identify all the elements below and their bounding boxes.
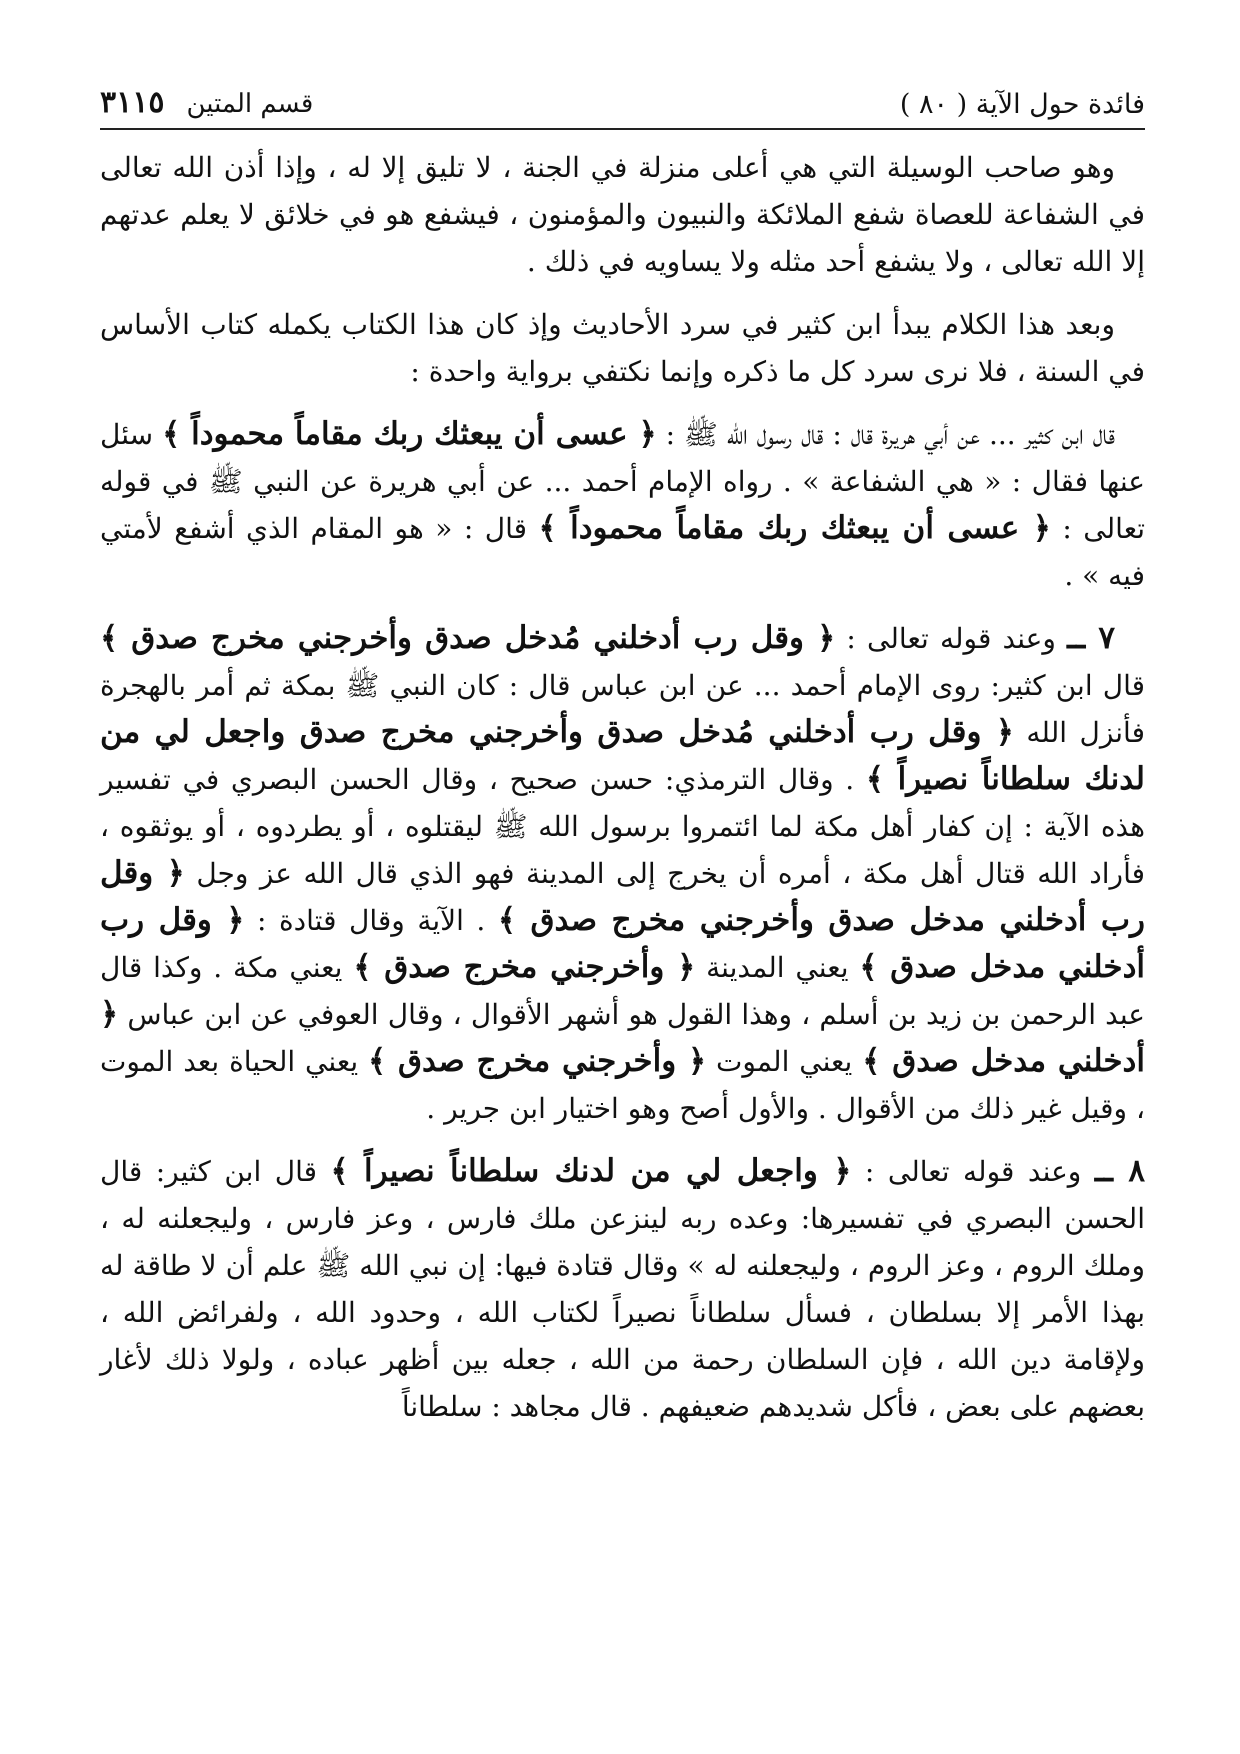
- body-text: قال ابن كثير: روى الإمام أحمد ... عن ابن عباس قال : كان النبي ﷺ بمكة ثم أمر بالهجرة فأنزل الله: [100, 669, 1145, 749]
- book-page: [100, 72, 1145, 1712]
- running-title: فائدة حول الآية ( ٨٠ ): [899, 89, 1145, 120]
- section-number: ٧ ــ: [1067, 620, 1115, 656]
- paragraph: [100, 615, 1145, 1132]
- quran-verse: ﴿ أدخلني مدخل صدق ﴾: [100, 996, 1145, 1079]
- header-left: [100, 85, 313, 120]
- quran-verse: ﴿ واجعل لي من لدنك سلطاناً نصيراً ﴾: [330, 1153, 852, 1189]
- section-name: قسم المتين: [186, 89, 314, 119]
- body-text: . الآية وقال قتادة :: [244, 904, 498, 937]
- body-text: يعني مكة . وكذا قال عبد الرحمن بن زيد بن أسلم ، وهذا القول هو أشهر الأقوال ، وقال العوفي عن ابن عباس: [100, 951, 1145, 1031]
- body-text: يعني الحياة بعد الموت ، وقيل غير ذلك من الأقوال . والأول أصح وهو اختيار ابن جرير .: [100, 1045, 1145, 1125]
- paragraph: [100, 301, 1145, 395]
- body-text: وهو صاحب الوسيلة التي هي أعلى منزلة في الجنة ، لا تليق إلا له ، وإذا أذن الله تعالى في الشفاعة للعصاة شفع الملائكة والنبيون والمؤمنون ، فيشفع هو في خلائق لا يعلم عدتهم إلا الله تعالى ، ولا يشفع أحد مثله ولا يساويه في ذلك .: [100, 151, 1145, 278]
- quran-verse: ﴿ عسى أن يبعثك ربك مقاماً محموداً ﴾: [538, 510, 1051, 546]
- paragraph: [100, 1148, 1145, 1430]
- quran-verse: ﴿ وأخرجني مخرج صدق ﴾: [368, 1043, 707, 1079]
- body-text: قال : « هو المقام الذي أشفع لأمتي فيه » .: [100, 512, 1145, 592]
- quran-verse: ﴿ وقل رب أدخلني مُدخل صدق وأخرجني مخرج صدق واجعل لي من لدنك سلطاناً نصيراً ﴾: [100, 714, 1145, 797]
- page-body: [100, 144, 1145, 1430]
- quran-verse: ﴿ عسى أن يبعثك ربك مقاماً محموداً ﴾: [162, 416, 657, 452]
- quran-verse: ﴿ وقل رب أدخلني مدخل صدق وأخرجني مخرج صدق ﴾: [100, 855, 1146, 938]
- section-number: ٨ ــ: [1094, 1153, 1146, 1189]
- quran-verse: ﴿ وقل رب أدخلني مُدخل صدق وأخرجني مخرج صدق ﴾: [100, 620, 836, 656]
- page-header: [100, 72, 1145, 130]
- body-text: وبعد هذا الكلام يبدأ ابن كثير في سرد الأحاديث وإذ كان هذا الكتاب يكمله كتاب الأساس في السنة ، فلا نرى سرد كل ما ذكره وإنما نكتفي برواية واحدة :: [100, 308, 1145, 388]
- body-text: يعني الموت: [706, 1045, 863, 1078]
- body-text: سئل عنها فقال : « هي الشفاعة » . رواه الإمام أحمد ... عن أبي هريرة عن النبي ﷺ في قوله تعالى :: [100, 418, 1146, 545]
- body-text: . وقال الترمذي: حسن صحيح ، وقال الحسن البصري في تفسير هذه الآية : إن كفار أهل مكة لما ائتمروا برسول الله ﷺ ليقتلوه ، أو يطردوه ، أو يوثقوه ، فأراد الله قتال أهل مكة ، أمره أن يخرج إلى المدينة فهو الذي قال الله عز وجل: [100, 763, 1145, 890]
- body-text: قال ابن كثير ... عن أبي هريرة قال : قال رسول الله ﷺ :: [656, 418, 1115, 451]
- body-text: قال ابن كثير: قال الحسن البصري في تفسيرها: وعده ربه لينزعن ملك فارس ، وعز فارس ، وليجعلنه له ، وملك الروم ، وعز الروم ، وليجعلنه له » وقال قتادة فيها: إن نبي الله ﷺ علم أن لا طاقة له بهذا الأمر إلا بسلطان ، فسأل سلطاناً نصيراً لكتاب الله ، وحدود الله ، ولفرائض الله ، ولإقامة دين الله ، فإن السلطان رحمة من الله ، جعله بين أظهر عباده ، ولولا ذلك لأغار بعضهم على بعض ، فأكل شديدهم ضعيفهم . قال مجاهد : سلطاناً: [100, 1155, 1146, 1423]
- body-text: يعني المدينة: [695, 951, 860, 984]
- paragraph: [100, 411, 1145, 599]
- quran-verse: ﴿ وأخرجني مخرج صدق ﴾: [353, 949, 696, 985]
- paragraph: [100, 144, 1145, 285]
- body-text: وعند قوله تعالى :: [835, 622, 1068, 655]
- page-number: ٣١١٥: [100, 85, 165, 120]
- quran-verse: ﴿ وقل رب أدخلني مدخل صدق ﴾: [100, 902, 1145, 985]
- body-text: وعند قوله تعالى :: [851, 1155, 1095, 1188]
